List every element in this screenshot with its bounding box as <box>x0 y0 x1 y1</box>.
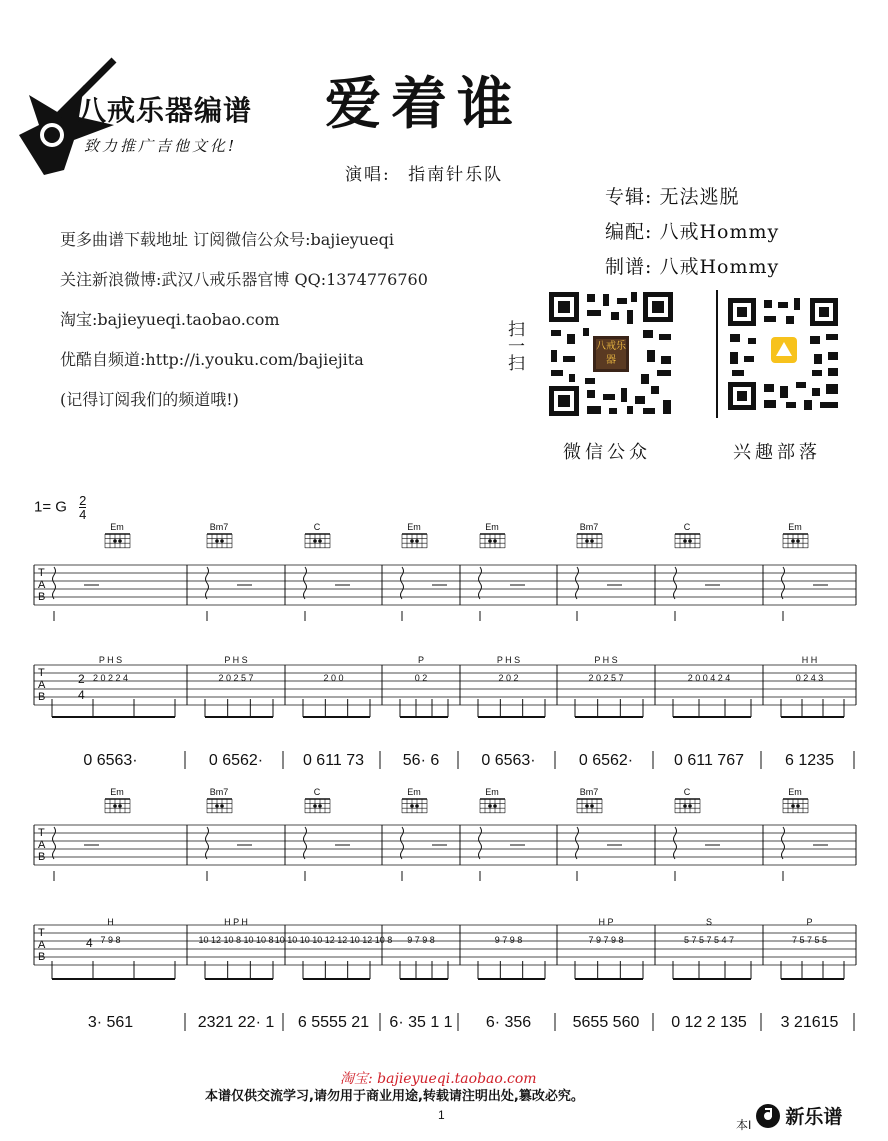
info-line: 优酷自频道:http://i.youku.com/bajiejita <box>60 350 364 369</box>
music-disc-icon <box>755 1103 781 1129</box>
tab-fret-numbers: 2 0 2 2 4 <box>92 673 129 683</box>
jianpu-measure: 6· 356 <box>485 1014 532 1031</box>
meta-value: 八戒Hommy <box>659 221 780 243</box>
jianpu-measure: 3 21615 <box>780 1014 839 1031</box>
jianpu-measure: 0 6563· <box>481 752 536 769</box>
brand-prefix: 本I <box>736 1118 752 1132</box>
tab-technique: S <box>705 917 713 927</box>
tab-fret-numbers: 2 0 2 <box>498 673 519 683</box>
jianpu-measure: 3· 561 <box>87 1014 134 1031</box>
chord-row2-name: Bm7 <box>209 787 229 797</box>
tab-fret-numbers: 2 0 0 <box>323 673 344 683</box>
time-sig-num: 2 <box>78 672 85 686</box>
chord-dot <box>688 539 692 543</box>
chord-dot <box>791 804 795 808</box>
tablature-score <box>0 515 888 1055</box>
chord-dot <box>493 804 497 808</box>
jianpu-measure: 0 6563· <box>83 752 138 769</box>
tab-technique: H P <box>598 917 614 927</box>
key-text: 1= G <box>34 498 67 516</box>
jianpu-measure: 0 6562· <box>578 752 634 769</box>
tab-technique: P <box>417 655 425 665</box>
chord-dot <box>118 804 122 808</box>
chord-dot <box>220 804 224 808</box>
logo-slogan: 致力推广吉他文化! <box>84 137 238 155</box>
chord-dot <box>683 539 687 543</box>
qr-badge: 八戒乐器 <box>596 341 626 366</box>
qr-label-tribe: 兴趣部落 <box>733 442 821 463</box>
tab-label: B <box>38 591 46 603</box>
tab-label: T <box>38 827 45 839</box>
chord-dot <box>318 539 322 543</box>
strum-wave <box>576 567 579 599</box>
jianpu-measure: 6 5555 21 <box>297 1014 370 1031</box>
chord-row2-name: Em <box>110 787 124 797</box>
strum-wave <box>782 567 785 599</box>
strum-wave <box>674 567 677 599</box>
logo <box>14 55 264 185</box>
brand <box>736 1098 842 1133</box>
tab-technique: P H S <box>98 655 123 665</box>
jianpu-measure: 56· 6 <box>402 752 440 769</box>
qr-label-wechat: 微信公众 <box>563 442 651 463</box>
scan-label: 扫一扫 <box>504 320 524 371</box>
tab-technique: H <box>107 917 114 927</box>
meta-value: 八戒Hommy <box>659 256 780 278</box>
chord-dot <box>113 539 117 543</box>
chord-dot <box>410 539 414 543</box>
meta-block <box>605 180 779 285</box>
tab-fret-numbers: 7 9 7 9 8 <box>588 935 624 945</box>
info-line: 淘宝:bajieyueqi.taobao.com <box>60 310 280 329</box>
qr-wechat <box>547 290 675 418</box>
chord-row1-name: Em <box>110 522 124 532</box>
strum-wave <box>206 567 209 599</box>
chord-dot <box>113 804 117 808</box>
jianpu-measure: 6 1235 <box>785 752 834 769</box>
info-line: (记得订阅我们的频道哦!) <box>60 390 239 409</box>
qr-code-icon <box>724 290 842 416</box>
tab-fret-numbers: 0 2 4 3 <box>795 673 824 683</box>
chord-row2-name: Em <box>788 787 802 797</box>
chord-dot <box>220 539 224 543</box>
tab-fret-numbers: 0 2 <box>414 673 428 683</box>
strum-wave <box>53 567 56 599</box>
tab-label: A <box>38 679 46 691</box>
chord-dot <box>215 804 219 808</box>
chord-row2-name: Bm7 <box>579 787 599 797</box>
qr-tribe <box>716 290 844 418</box>
strum-wave <box>401 567 404 599</box>
chord-row2-name: C <box>313 787 321 797</box>
tab-technique: H H <box>801 655 818 665</box>
chord-dot <box>585 804 589 808</box>
chord-dot <box>488 804 492 808</box>
chord-dot <box>415 804 419 808</box>
strum-wave <box>479 827 482 859</box>
meta-album <box>605 180 779 215</box>
jianpu-measure: 0 611 73 <box>302 752 365 769</box>
chord-row1-name: C <box>683 522 691 532</box>
chord-dot <box>590 804 594 808</box>
chord-row2-name: Em <box>407 787 421 797</box>
chord-dot <box>493 539 497 543</box>
tab-technique: P H S <box>496 655 521 665</box>
tab-fret-numbers: 7 5 7 5 5 <box>791 935 828 945</box>
info-line: 更多曲谱下载地址 订阅微信公众号:bajieyueqi <box>60 230 394 249</box>
tab-fret-numbers: 9 7 9 8 <box>407 935 435 945</box>
chord-row1-name: Em <box>485 522 499 532</box>
chord-row1-name: Bm7 <box>209 522 229 532</box>
tab-fret-numbers: 10 12 10 8 10 10 8 <box>198 935 274 945</box>
chord-dot <box>796 804 800 808</box>
tab-fret-numbers: 5 7 5 7 5 4 7 <box>683 935 735 945</box>
chord-dot <box>118 539 122 543</box>
chord-dot <box>318 804 322 808</box>
tab-technique: P H S <box>594 655 618 665</box>
chord-dot <box>313 804 317 808</box>
strum-wave <box>304 827 307 859</box>
tab-label: B <box>38 691 46 703</box>
chord-dot <box>415 539 419 543</box>
jianpu-measure: 6· 35 1 1 <box>389 1014 453 1031</box>
meta-arranger <box>605 215 779 250</box>
footer-url: 淘宝: bajieyueqi.taobao.com <box>340 1071 537 1087</box>
tab-fret-numbers: 2 0 2 5 7 <box>588 673 624 683</box>
strum-wave <box>479 567 482 599</box>
tab-fret-numbers: 2 0 0 4 2 4 <box>687 673 731 683</box>
chord-dot <box>683 804 687 808</box>
strum-wave <box>206 827 209 859</box>
chord-row1-name: Em <box>788 522 802 532</box>
chord-dot <box>796 539 800 543</box>
brand-name: 新乐谱 <box>785 1106 843 1128</box>
strum-wave <box>576 827 579 859</box>
chord-dot <box>791 539 795 543</box>
jianpu-measure: 0 12 2 135 <box>671 1014 747 1031</box>
singer-name: 指南针乐队 <box>408 165 504 185</box>
tab-label: A <box>38 579 46 591</box>
chord-dot <box>410 804 414 808</box>
chord-dot <box>215 539 219 543</box>
jianpu-measure: 5655 560 <box>572 1014 640 1031</box>
tab-label: T <box>38 927 45 939</box>
strum-wave <box>401 827 404 859</box>
chord-row1-name: Em <box>407 522 421 532</box>
jianpu-measure: 0 611 767 <box>674 752 744 769</box>
chord-row2-name: Em <box>485 787 499 797</box>
tab-label: B <box>38 951 46 963</box>
tab-label: A <box>38 939 46 951</box>
chord-row1-name: C <box>313 522 321 532</box>
time-sig-den: 4 <box>86 936 93 950</box>
time-den: 4 <box>79 507 87 522</box>
jianpu-measure: 0 6562· <box>208 752 264 769</box>
tab-technique: P <box>806 917 813 927</box>
meta-label: 制谱: <box>605 256 653 278</box>
meta-label: 专辑: <box>605 186 653 208</box>
chord-dot <box>488 539 492 543</box>
tab-label: B <box>38 851 46 863</box>
footer-note: 本谱仅供交流学习,请勿用于商业用途,转载请注明出处,篡改必究。 <box>205 1089 584 1104</box>
chord-row2-name: C <box>683 787 691 797</box>
time-num: 2 <box>79 493 87 508</box>
chord-dot <box>585 539 589 543</box>
tab-fret-numbers: 10 10 10 10 12 12 10 12 10 8 <box>274 935 393 945</box>
song-title: 爱着谁 <box>325 71 523 137</box>
strum-wave <box>53 827 56 859</box>
logo-name: 八戒乐器编谱 <box>78 94 253 127</box>
meta-transcriber <box>605 250 779 285</box>
tab-technique: P H S <box>224 655 248 665</box>
tab-fret-numbers: 9 7 9 8 <box>494 935 523 945</box>
chord-dot <box>688 804 692 808</box>
chord-row1-name: Bm7 <box>579 522 599 532</box>
singer-label: 演唱: <box>345 165 391 185</box>
strum-wave <box>674 827 677 859</box>
chord-dot <box>590 539 594 543</box>
meta-value: 无法逃脱 <box>659 186 740 208</box>
tab-fret-numbers: 2 0 2 5 7 <box>218 673 254 683</box>
meta-label: 编配: <box>605 221 653 243</box>
tab-fret-numbers: 7 9 8 <box>100 935 121 945</box>
tab-label: T <box>38 567 45 579</box>
strum-wave <box>782 827 785 859</box>
tab-label: A <box>38 839 46 851</box>
singer-line <box>345 160 503 185</box>
strum-wave <box>304 567 307 599</box>
page-number: 1 <box>438 1108 445 1122</box>
info-line: 关注新浪微博:武汉八戒乐器官博 QQ:1374776760 <box>60 270 428 289</box>
tab-label: T <box>38 667 45 679</box>
chord-dot <box>313 539 317 543</box>
tab-technique: H P H <box>224 917 248 927</box>
time-sig-den: 4 <box>78 688 85 702</box>
info-block <box>60 220 428 420</box>
jianpu-measure: 2321 22· 1 <box>197 1014 275 1031</box>
